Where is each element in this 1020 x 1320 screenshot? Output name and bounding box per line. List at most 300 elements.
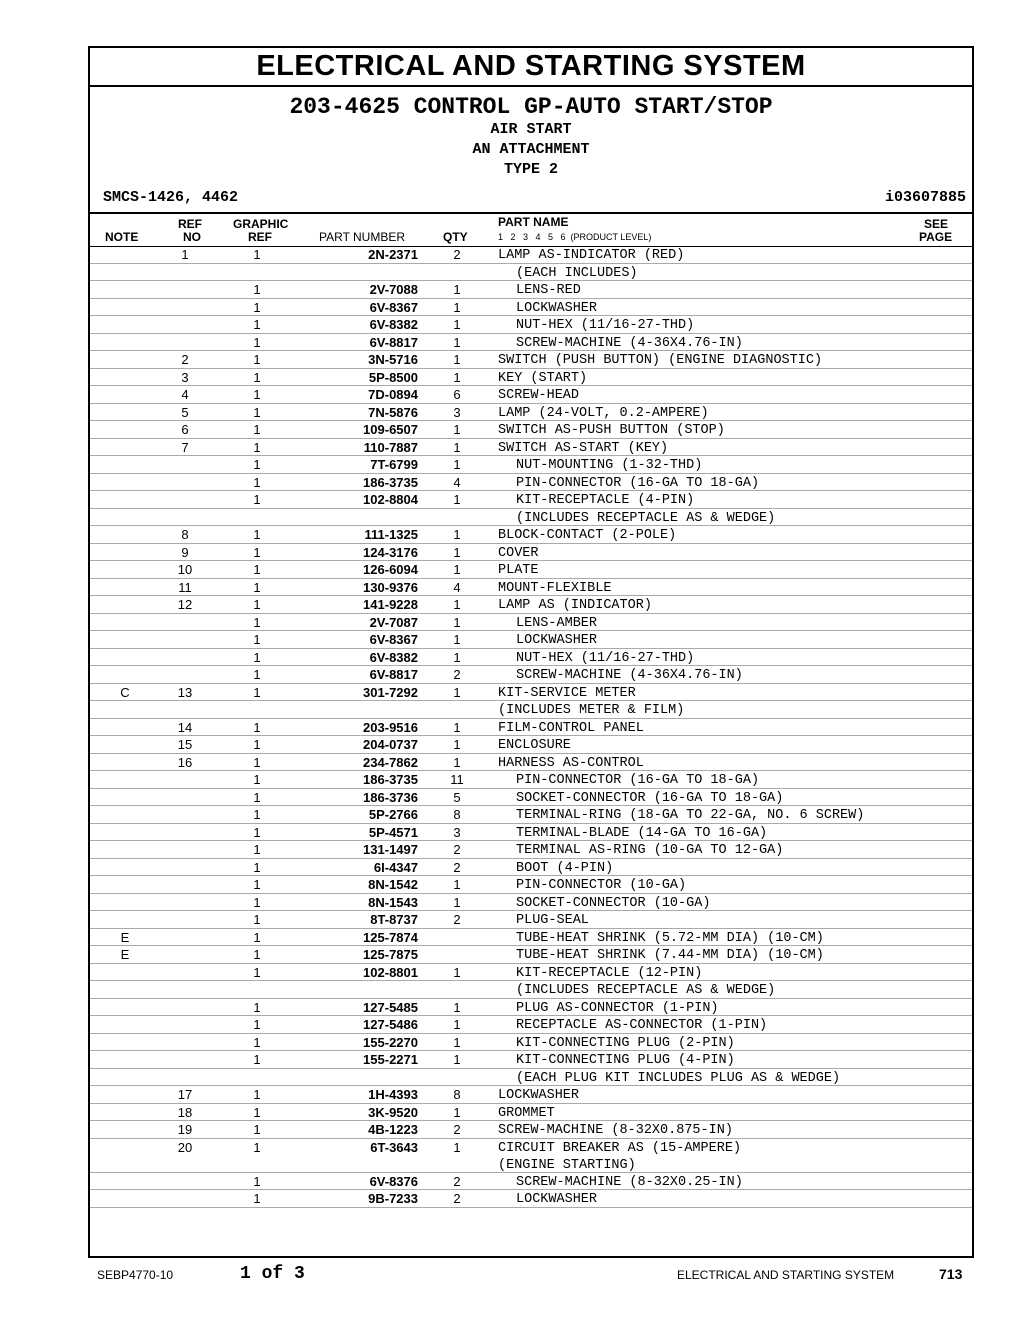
qty-cell: 6	[453, 387, 461, 402]
part-name-cell: SWITCH AS-START (KEY)	[498, 440, 669, 456]
table-row	[90, 964, 972, 982]
graphic-ref-cell: 1	[253, 964, 261, 980]
part-number-cell: 124-3176	[363, 544, 418, 560]
part-number-cell: 9B-7233	[368, 1191, 418, 1206]
part-name-cell: SCREW-MACHINE (8-32X0.875-IN)	[498, 1123, 733, 1138]
part-number-cell: 102-8804	[363, 492, 418, 507]
qty-cell: 3	[453, 824, 461, 840]
qty-cell: 1	[453, 964, 461, 980]
part-name-cell: PIN-CONNECTOR (16-GA TO 18-GA)	[516, 475, 760, 491]
part-number-cell: 102-8801	[363, 964, 418, 980]
qty-cell: 2	[453, 842, 461, 857]
header-graphic-top: GRAPHIC	[233, 217, 289, 231]
header-product-levels: 1 2 3 4 5 6 (PRODUCT LEVEL)	[498, 232, 652, 242]
table-row	[90, 1173, 972, 1191]
part-name-cell: LAMP AS-INDICATOR (RED)	[498, 248, 685, 263]
part-name-cell: TERMINAL-RING (18-GA TO 22-GA, NO. 6 SCREW)	[516, 808, 865, 823]
graphic-ref-cell: 1	[253, 632, 261, 647]
table-row	[90, 684, 972, 702]
qty-cell: 1	[453, 457, 461, 472]
header-ref-bottom: NO	[183, 230, 201, 244]
table-row	[90, 614, 972, 632]
table-row	[90, 579, 972, 597]
table-row	[90, 719, 972, 737]
part-name-cell: SOCKET-CONNECTOR (16-GA TO 18-GA)	[516, 790, 784, 806]
table-row	[90, 456, 972, 474]
part-name-cell: SCREW-MACHINE (4-36X4.76-IN)	[516, 335, 743, 351]
qty-cell: 2	[453, 667, 461, 682]
part-name-cell: LENS-AMBER	[516, 615, 598, 631]
qty-cell: 1	[453, 1017, 461, 1032]
part-name-cell: BOOT (4-PIN)	[516, 860, 614, 876]
part-number-cell: 186-3735	[363, 772, 418, 787]
graphic-ref-cell: 1	[253, 544, 261, 560]
graphic-ref-cell: 1	[253, 474, 261, 490]
table-row	[90, 474, 972, 492]
qty-cell: 1	[453, 527, 461, 542]
graphic-ref-cell: 1	[253, 334, 261, 350]
part-number-cell: 6V-8817	[369, 667, 418, 682]
graphic-ref-cell: 1	[253, 772, 261, 787]
ref-no-cell: 3	[181, 369, 189, 385]
qty-cell: 3	[453, 404, 461, 420]
part-number-cell: 3N-5716	[368, 352, 418, 367]
subline-air-start: AIR START	[490, 121, 572, 138]
part-number-cell: 6T-3643	[370, 1139, 418, 1155]
footer-section-title: ELECTRICAL AND STARTING SYSTEM	[677, 1268, 895, 1282]
qty-cell: 1	[453, 352, 461, 367]
table-row	[90, 1121, 972, 1139]
part-number-cell: 186-3736	[363, 789, 418, 805]
part-name-cell: COVER	[498, 545, 539, 561]
part-number-cell: 6V-8376	[369, 1173, 418, 1189]
graphic-ref-cell: 1	[253, 1034, 261, 1050]
note-cell: E	[120, 947, 130, 962]
graphic-ref-cell: 1	[253, 317, 261, 332]
part-number-cell: 6V-8367	[369, 632, 418, 647]
graphic-ref-cell: 1	[253, 1104, 261, 1120]
part-number-cell: 2N-2371	[368, 247, 418, 262]
qty-cell: 1	[453, 1139, 461, 1155]
graphic-ref-cell: 1	[253, 369, 261, 385]
table-row	[90, 491, 972, 509]
table-row	[90, 1016, 972, 1034]
part-name-cell: TERMINAL AS-RING (10-GA TO 12-GA)	[516, 843, 784, 858]
graphic-ref-cell: 1	[253, 1173, 261, 1189]
part-number-cell: 2V-7087	[369, 614, 418, 630]
part-number-cell: 5P-4571	[368, 824, 418, 840]
part-number-cell: 127-5486	[363, 1017, 418, 1032]
ref-no-cell: 5	[181, 404, 189, 420]
graphic-ref-cell: 1	[253, 1017, 261, 1032]
graphic-ref-cell: 1	[253, 999, 261, 1015]
part-name-cell: SCREW-MACHINE (8-32X0.25-IN)	[516, 1174, 743, 1190]
part-name-cell: GROMMET	[498, 1105, 555, 1121]
graphic-ref-cell: 1	[253, 877, 261, 892]
table-row	[90, 701, 972, 719]
graphic-ref-cell: 1	[253, 737, 261, 752]
graphic-ref-cell: 1	[253, 352, 261, 367]
ref-no-cell: 14	[177, 719, 193, 735]
part-number-cell: 125-7875	[363, 947, 418, 962]
part-name-cell: TUBE-HEAT SHRINK (7.44-MM DIA) (10-CM)	[516, 948, 824, 963]
graphic-ref-cell: 1	[253, 719, 261, 735]
graphic-ref-cell: 1	[253, 649, 261, 665]
part-name-cell: LOCKWASHER	[498, 1088, 580, 1103]
part-name-cell: (INCLUDES RECEPTACLE AS & WEDGE)	[516, 510, 776, 526]
graphic-ref-cell: 1	[253, 492, 261, 507]
graphic-ref-cell: 1	[253, 824, 261, 840]
table-row	[90, 946, 972, 964]
part-number-cell: 6V-8382	[369, 649, 418, 665]
part-name-cell: NUT-MOUNTING (1-32-THD)	[516, 458, 703, 473]
ref-no-cell: 6	[181, 422, 189, 437]
table-row	[90, 386, 972, 404]
note-cell: C	[120, 684, 130, 700]
qty-cell: 1	[453, 562, 461, 577]
table-row	[90, 1190, 972, 1208]
table-row	[90, 351, 972, 369]
qty-cell: 1	[453, 754, 461, 770]
graphic-ref-cell: 1	[253, 404, 261, 420]
part-number-cell: 7D-0894	[368, 387, 418, 402]
page-footer	[0, 1262, 1020, 1292]
qty-cell: 1	[453, 649, 461, 665]
ref-no-cell: 17	[177, 1087, 193, 1102]
part-name-cell: (INCLUDES RECEPTACLE AS & WEDGE)	[516, 983, 776, 998]
table-row	[90, 806, 972, 824]
part-number-cell: 3K-9520	[368, 1104, 418, 1120]
part-name-cell: CIRCUIT BREAKER AS (15-AMPERE) (ENGINE STARTING)	[498, 1140, 742, 1173]
table-row	[90, 929, 972, 947]
part-name-cell: FILM-CONTROL PANEL	[498, 720, 644, 736]
graphic-ref-cell: 1	[253, 684, 261, 700]
graphic-ref-cell: 1	[253, 579, 261, 595]
note-cell: E	[120, 929, 130, 945]
graphic-ref-cell: 1	[253, 439, 261, 455]
part-name-cell: KIT-RECEPTACLE (4-PIN)	[516, 493, 695, 508]
part-name-cell: PIN-CONNECTOR (16-GA TO 18-GA)	[516, 773, 760, 788]
graphic-ref-cell: 1	[253, 859, 261, 875]
qty-cell: 1	[453, 597, 461, 612]
part-number-cell: 109-6507	[363, 422, 418, 437]
part-number-cell: 7N-5876	[368, 404, 418, 420]
part-name-cell: LAMP (24-VOLT, 0.2-AMPERE)	[498, 405, 709, 421]
table-row	[90, 299, 972, 317]
ref-no-cell: 1	[181, 247, 189, 262]
part-name-cell: (INCLUDES METER & FILM)	[498, 703, 685, 718]
qty-cell: 1	[453, 877, 461, 892]
part-name-cell: ENCLOSURE	[498, 738, 571, 753]
part-number-cell: 130-9376	[363, 579, 418, 595]
part-name-cell: PIN-CONNECTOR (10-GA)	[516, 878, 687, 893]
ref-no-cell: 8	[181, 527, 189, 542]
part-name-cell: RECEPTACLE AS-CONNECTOR (1-PIN)	[516, 1018, 768, 1033]
table-row	[90, 981, 972, 999]
qty-cell: 1	[453, 1034, 461, 1050]
table-row	[90, 754, 972, 772]
qty-cell: 1	[453, 1104, 461, 1120]
qty-cell: 8	[453, 1087, 461, 1102]
table-row	[90, 421, 972, 439]
table-row	[90, 281, 972, 299]
table-row	[90, 1034, 972, 1052]
part-number-cell: 8N-1543	[368, 894, 418, 910]
table-row	[90, 561, 972, 579]
qty-cell: 4	[453, 474, 461, 490]
graphic-ref-cell: 1	[253, 789, 261, 805]
ref-no-cell: 19	[177, 1122, 193, 1137]
ref-no-cell: 11	[178, 579, 192, 595]
page-title: ELECTRICAL AND STARTING SYSTEM	[90, 48, 972, 87]
part-name-cell: SCREW-HEAD	[498, 388, 580, 403]
table-row	[90, 911, 972, 929]
table-row	[90, 334, 972, 352]
header-ref-top: REF	[178, 217, 202, 231]
qty-cell: 1	[453, 999, 461, 1015]
part-name-cell: SOCKET-CONNECTOR (10-GA)	[516, 895, 711, 911]
graphic-ref-cell: 1	[253, 597, 261, 612]
graphic-ref-cell: 1	[253, 667, 261, 682]
qty-cell: 11	[450, 772, 464, 787]
ref-no-cell: 2	[181, 352, 189, 367]
table-row	[90, 404, 972, 422]
part-name-cell: MOUNT-FLEXIBLE	[498, 580, 612, 596]
table-row	[90, 859, 972, 877]
part-name-cell: KIT-SERVICE METER	[498, 685, 636, 701]
part-name-cell: PLATE	[498, 563, 539, 578]
qty-cell: 4	[453, 579, 461, 595]
part-number-cell: 110-7887	[363, 439, 418, 455]
graphic-ref-cell: 1	[253, 947, 261, 962]
ref-no-cell: 13	[177, 684, 193, 700]
part-number-cell: 125-7874	[363, 929, 418, 945]
graphic-ref-cell: 1	[253, 457, 261, 472]
part-name-cell: KIT-CONNECTING PLUG (4-PIN)	[516, 1053, 735, 1068]
qty-cell: 1	[453, 317, 461, 332]
table-row	[90, 824, 972, 842]
part-name-cell: PLUG-SEAL	[516, 913, 589, 928]
header-qty: QTY	[443, 230, 468, 244]
part-name-cell: SCREW-MACHINE (4-36X4.76-IN)	[516, 668, 743, 683]
footer-document-number: SEBP4770-10	[97, 1268, 174, 1282]
header-see-bottom: PAGE	[919, 230, 953, 244]
subline-type: TYPE 2	[503, 161, 558, 178]
part-name-cell: KIT-CONNECTING PLUG (2-PIN)	[516, 1035, 735, 1051]
qty-cell: 1	[453, 369, 461, 385]
part-number-cell: 4B-1223	[368, 1122, 418, 1137]
table-row	[90, 1051, 972, 1069]
table-row	[90, 596, 972, 614]
qty-cell: 1	[453, 894, 461, 910]
table-row	[90, 666, 972, 684]
qty-cell: 1	[453, 614, 461, 630]
smcs-row	[103, 189, 966, 206]
part-number-cell: 111-1325	[364, 527, 418, 542]
table-row	[90, 544, 972, 562]
table-row	[90, 876, 972, 894]
table-row	[90, 999, 972, 1017]
part-number-cell: 6I-4347	[373, 859, 418, 875]
part-number-cell: 6V-8382	[369, 317, 418, 332]
ref-no-cell: 9	[181, 544, 189, 560]
graphic-ref-cell: 1	[253, 527, 261, 542]
qty-cell: 2	[453, 1122, 461, 1137]
graphic-ref-cell: 1	[253, 1122, 261, 1137]
table-row	[90, 246, 972, 264]
ref-no-cell: 20	[177, 1139, 193, 1155]
table-row	[90, 1086, 972, 1104]
part-name-cell: BLOCK-CONTACT (2-POLE)	[498, 528, 677, 543]
graphic-ref-cell: 1	[253, 562, 261, 577]
part-name-cell: SWITCH AS-PUSH BUTTON (STOP)	[498, 423, 725, 438]
table-row	[90, 509, 972, 527]
header-part-number: PART NUMBER	[319, 230, 406, 244]
table-row	[90, 771, 972, 789]
graphic-ref-cell: 1	[253, 1087, 261, 1102]
qty-cell: 1	[453, 737, 461, 752]
table-row	[90, 526, 972, 544]
subline-attachment: AN ATTACHMENT	[472, 141, 590, 158]
ref-no-cell: 18	[177, 1104, 193, 1120]
graphic-ref-cell: 1	[253, 929, 261, 945]
table-row	[90, 439, 972, 457]
column-header	[90, 212, 972, 247]
part-number-cell: 127-5485	[363, 999, 418, 1015]
part-name-cell: HARNESS AS-CONTROL	[498, 755, 644, 771]
qty-cell: 2	[453, 912, 461, 927]
part-name-cell: LOCKWASHER	[516, 633, 598, 648]
table-row	[90, 789, 972, 807]
graphic-ref-cell: 1	[253, 247, 261, 262]
part-number-cell: 203-9516	[363, 719, 418, 735]
smcs-code: SMCS-1426, 4462	[103, 189, 239, 206]
qty-cell: 1	[453, 334, 461, 350]
part-name-cell: PLUG AS-CONNECTOR (1-PIN)	[516, 1000, 719, 1016]
table-row	[90, 1139, 972, 1173]
graphic-ref-cell: 1	[253, 614, 261, 630]
part-number-cell: 141-9228	[363, 597, 418, 612]
table-row	[90, 1069, 972, 1087]
qty-cell: 2	[453, 247, 461, 262]
qty-cell: 1	[453, 422, 461, 437]
part-name-cell: TERMINAL-BLADE (14-GA TO 16-GA)	[516, 825, 768, 841]
table-row	[90, 369, 972, 387]
graphic-ref-cell: 1	[253, 1139, 261, 1155]
footer-page-count: 1 of 3	[240, 1264, 305, 1284]
graphic-ref-cell: 1	[253, 422, 261, 437]
part-number-cell: 131-1497	[363, 842, 418, 857]
graphic-ref-cell: 1	[253, 387, 261, 402]
ref-no-cell: 4	[181, 387, 189, 402]
header-graphic-bottom: REF	[248, 230, 272, 244]
document-id: i03607885	[884, 189, 966, 206]
part-name-cell: SWITCH (PUSH BUTTON) (ENGINE DIAGNOSTIC)	[498, 353, 823, 368]
table-row	[90, 894, 972, 912]
part-name-cell: KEY (START)	[498, 370, 588, 386]
part-number-cell: 8T-8737	[370, 912, 418, 927]
group-title: 203-4625 CONTROL GP-AUTO START/STOP	[289, 94, 773, 120]
part-number-cell: 155-2271	[363, 1052, 418, 1067]
qty-cell: 2	[453, 1191, 461, 1206]
part-name-cell: (EACH PLUG KIT INCLUDES PLUG AS & WEDGE)	[516, 1070, 841, 1086]
graphic-ref-cell: 1	[253, 894, 261, 910]
qty-cell: 8	[453, 807, 461, 822]
part-number-cell: 6V-8367	[369, 299, 418, 315]
part-name-cell: TUBE-HEAT SHRINK (5.72-MM DIA) (10-CM)	[516, 930, 824, 946]
part-number-cell: 126-6094	[363, 562, 418, 577]
part-number-cell: 8N-1542	[368, 877, 418, 892]
graphic-ref-cell: 1	[253, 1191, 261, 1206]
ref-no-cell: 16	[177, 754, 193, 770]
part-number-cell: 204-0737	[363, 737, 418, 752]
part-number-cell: 234-7862	[363, 754, 418, 770]
qty-cell: 1	[453, 544, 461, 560]
part-number-cell: 5P-8500	[368, 369, 418, 385]
part-name-cell: LOCKWASHER	[516, 1192, 598, 1207]
header-note: NOTE	[105, 230, 139, 244]
part-name-cell: LOCKWASHER	[516, 300, 598, 316]
parts-table-body	[90, 246, 972, 1208]
part-number-cell: 301-7292	[363, 684, 418, 700]
qty-cell: 1	[453, 1052, 461, 1067]
part-name-cell: LENS-RED	[516, 283, 581, 298]
qty-cell: 1	[453, 719, 461, 735]
qty-cell: 1	[453, 282, 461, 297]
qty-cell: 1	[453, 632, 461, 647]
qty-cell: 1	[453, 299, 461, 315]
graphic-ref-cell: 1	[253, 807, 261, 822]
qty-cell: 2	[453, 859, 461, 875]
graphic-ref-cell: 1	[253, 912, 261, 927]
part-number-cell: 2V-7088	[369, 282, 418, 297]
graphic-ref-cell: 1	[253, 842, 261, 857]
part-name-cell: NUT-HEX (11/16-27-THD)	[516, 318, 695, 333]
qty-cell: 5	[453, 789, 461, 805]
header-see-top: SEE	[924, 217, 949, 231]
part-number-cell: 6V-8817	[369, 334, 418, 350]
ref-no-cell: 10	[177, 562, 193, 577]
table-row	[90, 264, 972, 282]
table-row	[90, 736, 972, 754]
part-number-cell: 186-3735	[363, 474, 418, 490]
header-part-name: PART NAME	[498, 215, 569, 229]
qty-cell: 2	[453, 1173, 461, 1189]
footer-page-number: 713	[939, 1266, 963, 1282]
parts-list-frame	[88, 46, 974, 1258]
table-row	[90, 1104, 972, 1122]
ref-no-cell: 12	[177, 597, 193, 612]
table-row	[90, 316, 972, 334]
part-name-cell: KIT-RECEPTACLE (12-PIN)	[516, 965, 703, 981]
table-row	[90, 649, 972, 667]
ref-no-cell: 7	[181, 439, 189, 455]
part-number-cell: 1H-4393	[368, 1087, 418, 1102]
part-number-cell: 7T-6799	[370, 457, 418, 472]
qty-cell: 1	[453, 492, 461, 507]
graphic-ref-cell: 1	[253, 1052, 261, 1067]
table-row	[90, 631, 972, 649]
graphic-ref-cell: 1	[253, 299, 261, 315]
part-number-cell: 155-2270	[363, 1034, 418, 1050]
graphic-ref-cell: 1	[253, 754, 261, 770]
part-name-cell: LAMP AS (INDICATOR)	[498, 598, 652, 613]
table-row	[90, 841, 972, 859]
part-name-cell: NUT-HEX (11/16-27-THD)	[516, 650, 695, 666]
qty-cell: 1	[453, 439, 461, 455]
part-number-cell: 5P-2766	[368, 807, 418, 822]
part-name-cell: (EACH INCLUDES)	[516, 265, 638, 281]
